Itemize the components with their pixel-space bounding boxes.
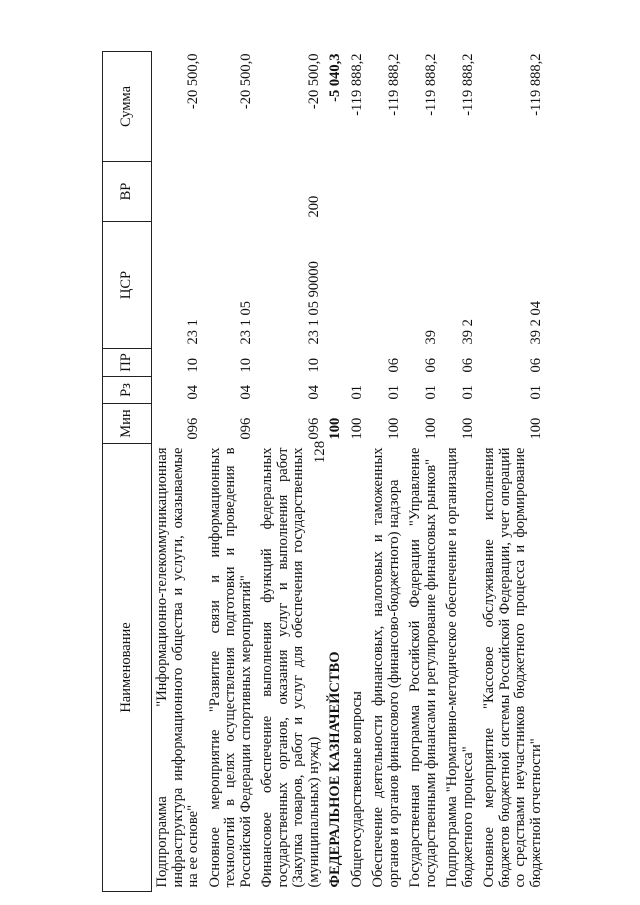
row-pr: 10 <box>185 358 201 373</box>
row-csr: 23 1 05 <box>237 301 254 345</box>
row-name: Финансовое обеспечение выполнения функций федеральных государственных органов, оказания услуг и выполнения работ (Закупка товаров, работ и услуг для обеспечения государственных (муниципальных) нужд) <box>259 447 322 888</box>
row-pr: 06 <box>422 358 439 373</box>
header-csr: ЦСР <box>103 222 152 349</box>
table-row <box>347 52 369 892</box>
row-name: Основное мероприятие "Развитие связи и информационных технологий в целях осуществления подготовки и проведения в Российской Федерации спортивных мероприятий" <box>206 447 254 888</box>
header-vr: ВР <box>103 162 152 222</box>
row-rz: 01 <box>422 385 439 400</box>
row-min: 100 <box>385 417 402 440</box>
row-vr <box>405 162 442 222</box>
row-pr: 10 <box>305 358 322 373</box>
row-min: 100 <box>422 417 439 440</box>
row-pr: 06 <box>385 358 402 373</box>
header-pr: ПР <box>103 349 152 377</box>
rotated-table-container <box>102 52 622 892</box>
row-sum: -119 888,2 <box>348 53 365 116</box>
page-number: 128 <box>312 440 328 464</box>
row-vr <box>479 162 547 222</box>
header-rz: Рз <box>103 377 152 404</box>
row-csr: 39 2 04 <box>527 301 544 345</box>
table-row <box>368 52 405 892</box>
row-name: Подпрограмма "Нормативно-методическое обеспечение и организация бюджетного процесса" <box>444 447 476 888</box>
table-row <box>152 52 205 892</box>
row-csr: 23 1 <box>185 319 201 345</box>
table-row-agency <box>325 52 347 892</box>
table-row <box>257 52 325 892</box>
row-min: 096 <box>185 417 201 440</box>
row-sum: -5 040,3 <box>327 53 343 102</box>
row-name: Государственная программа Российской Федерации "Управление государственными финансами и регулирование финансовых рынков" <box>407 447 439 888</box>
row-name: Общегосударственные вопросы <box>348 691 365 888</box>
row-vr <box>368 162 405 222</box>
header-sum: Сумма <box>103 52 152 162</box>
row-name: Подпрограмма "Информационно-телекоммуникационная инфраструктура информационного общества и услуги, оказываемые на ее основе" <box>154 447 201 888</box>
row-pr: 10 <box>237 358 254 373</box>
budget-table <box>102 51 547 892</box>
table-row <box>479 52 547 892</box>
row-vr: 200 <box>305 195 322 218</box>
table-header-row <box>103 52 152 892</box>
row-sum: -119 888,2 <box>459 53 476 116</box>
row-sum: -119 888,2 <box>385 53 402 116</box>
row-sum: -20 500,0 <box>305 53 322 110</box>
row-rz: 01 <box>527 385 544 400</box>
row-sum: -119 888,2 <box>422 53 439 116</box>
row-vr <box>205 162 258 222</box>
row-name: ФЕДЕРАЛЬНОЕ КАЗНАЧЕЙСТВО <box>327 651 343 888</box>
row-csr: 39 <box>422 330 439 345</box>
row-rz: 04 <box>305 385 322 400</box>
row-pr <box>325 349 347 377</box>
row-csr <box>368 222 405 349</box>
header-name: Наименование <box>103 444 152 892</box>
row-rz: 01 <box>385 385 402 400</box>
row-vr <box>442 162 479 222</box>
row-vr <box>347 162 369 222</box>
row-rz: 04 <box>185 385 201 400</box>
row-sum: -20 500,0 <box>237 53 254 110</box>
table-row <box>442 52 479 892</box>
row-min: 100 <box>327 417 343 440</box>
row-pr <box>347 349 369 377</box>
row-rz: 01 <box>348 385 365 400</box>
row-csr: 23 1 05 90000 <box>305 261 322 345</box>
table-row <box>205 52 258 892</box>
row-csr <box>347 222 369 349</box>
row-csr: 39 2 <box>459 319 476 345</box>
row-sum: -119 888,2 <box>527 53 544 116</box>
row-min: 096 <box>305 417 322 440</box>
table-row <box>405 52 442 892</box>
row-pr: 06 <box>459 358 476 373</box>
row-rz <box>325 377 347 404</box>
row-vr <box>152 162 205 222</box>
row-vr <box>325 162 347 222</box>
row-min: 096 <box>237 417 254 440</box>
row-name: Обеспечение деятельности финансовых, налоговых и таможенных органов и органов финансового (финансово-бюджетного) надзора <box>370 447 402 888</box>
row-min: 100 <box>348 417 365 440</box>
row-min: 100 <box>459 417 476 440</box>
row-name: Основное мероприятие "Кассовое обслуживание исполнения бюджетов бюджетной системы Российской Федерации, учет операций со средствами неучастников бюджетного процесса и формирование бюджетной отчетности" <box>481 447 544 888</box>
row-sum: -20 500,0 <box>185 53 201 110</box>
row-rz: 04 <box>237 385 254 400</box>
row-pr: 06 <box>527 358 544 373</box>
row-csr <box>325 222 347 349</box>
header-min: Мин <box>103 404 152 444</box>
row-min: 100 <box>527 417 544 440</box>
row-rz: 01 <box>459 385 476 400</box>
